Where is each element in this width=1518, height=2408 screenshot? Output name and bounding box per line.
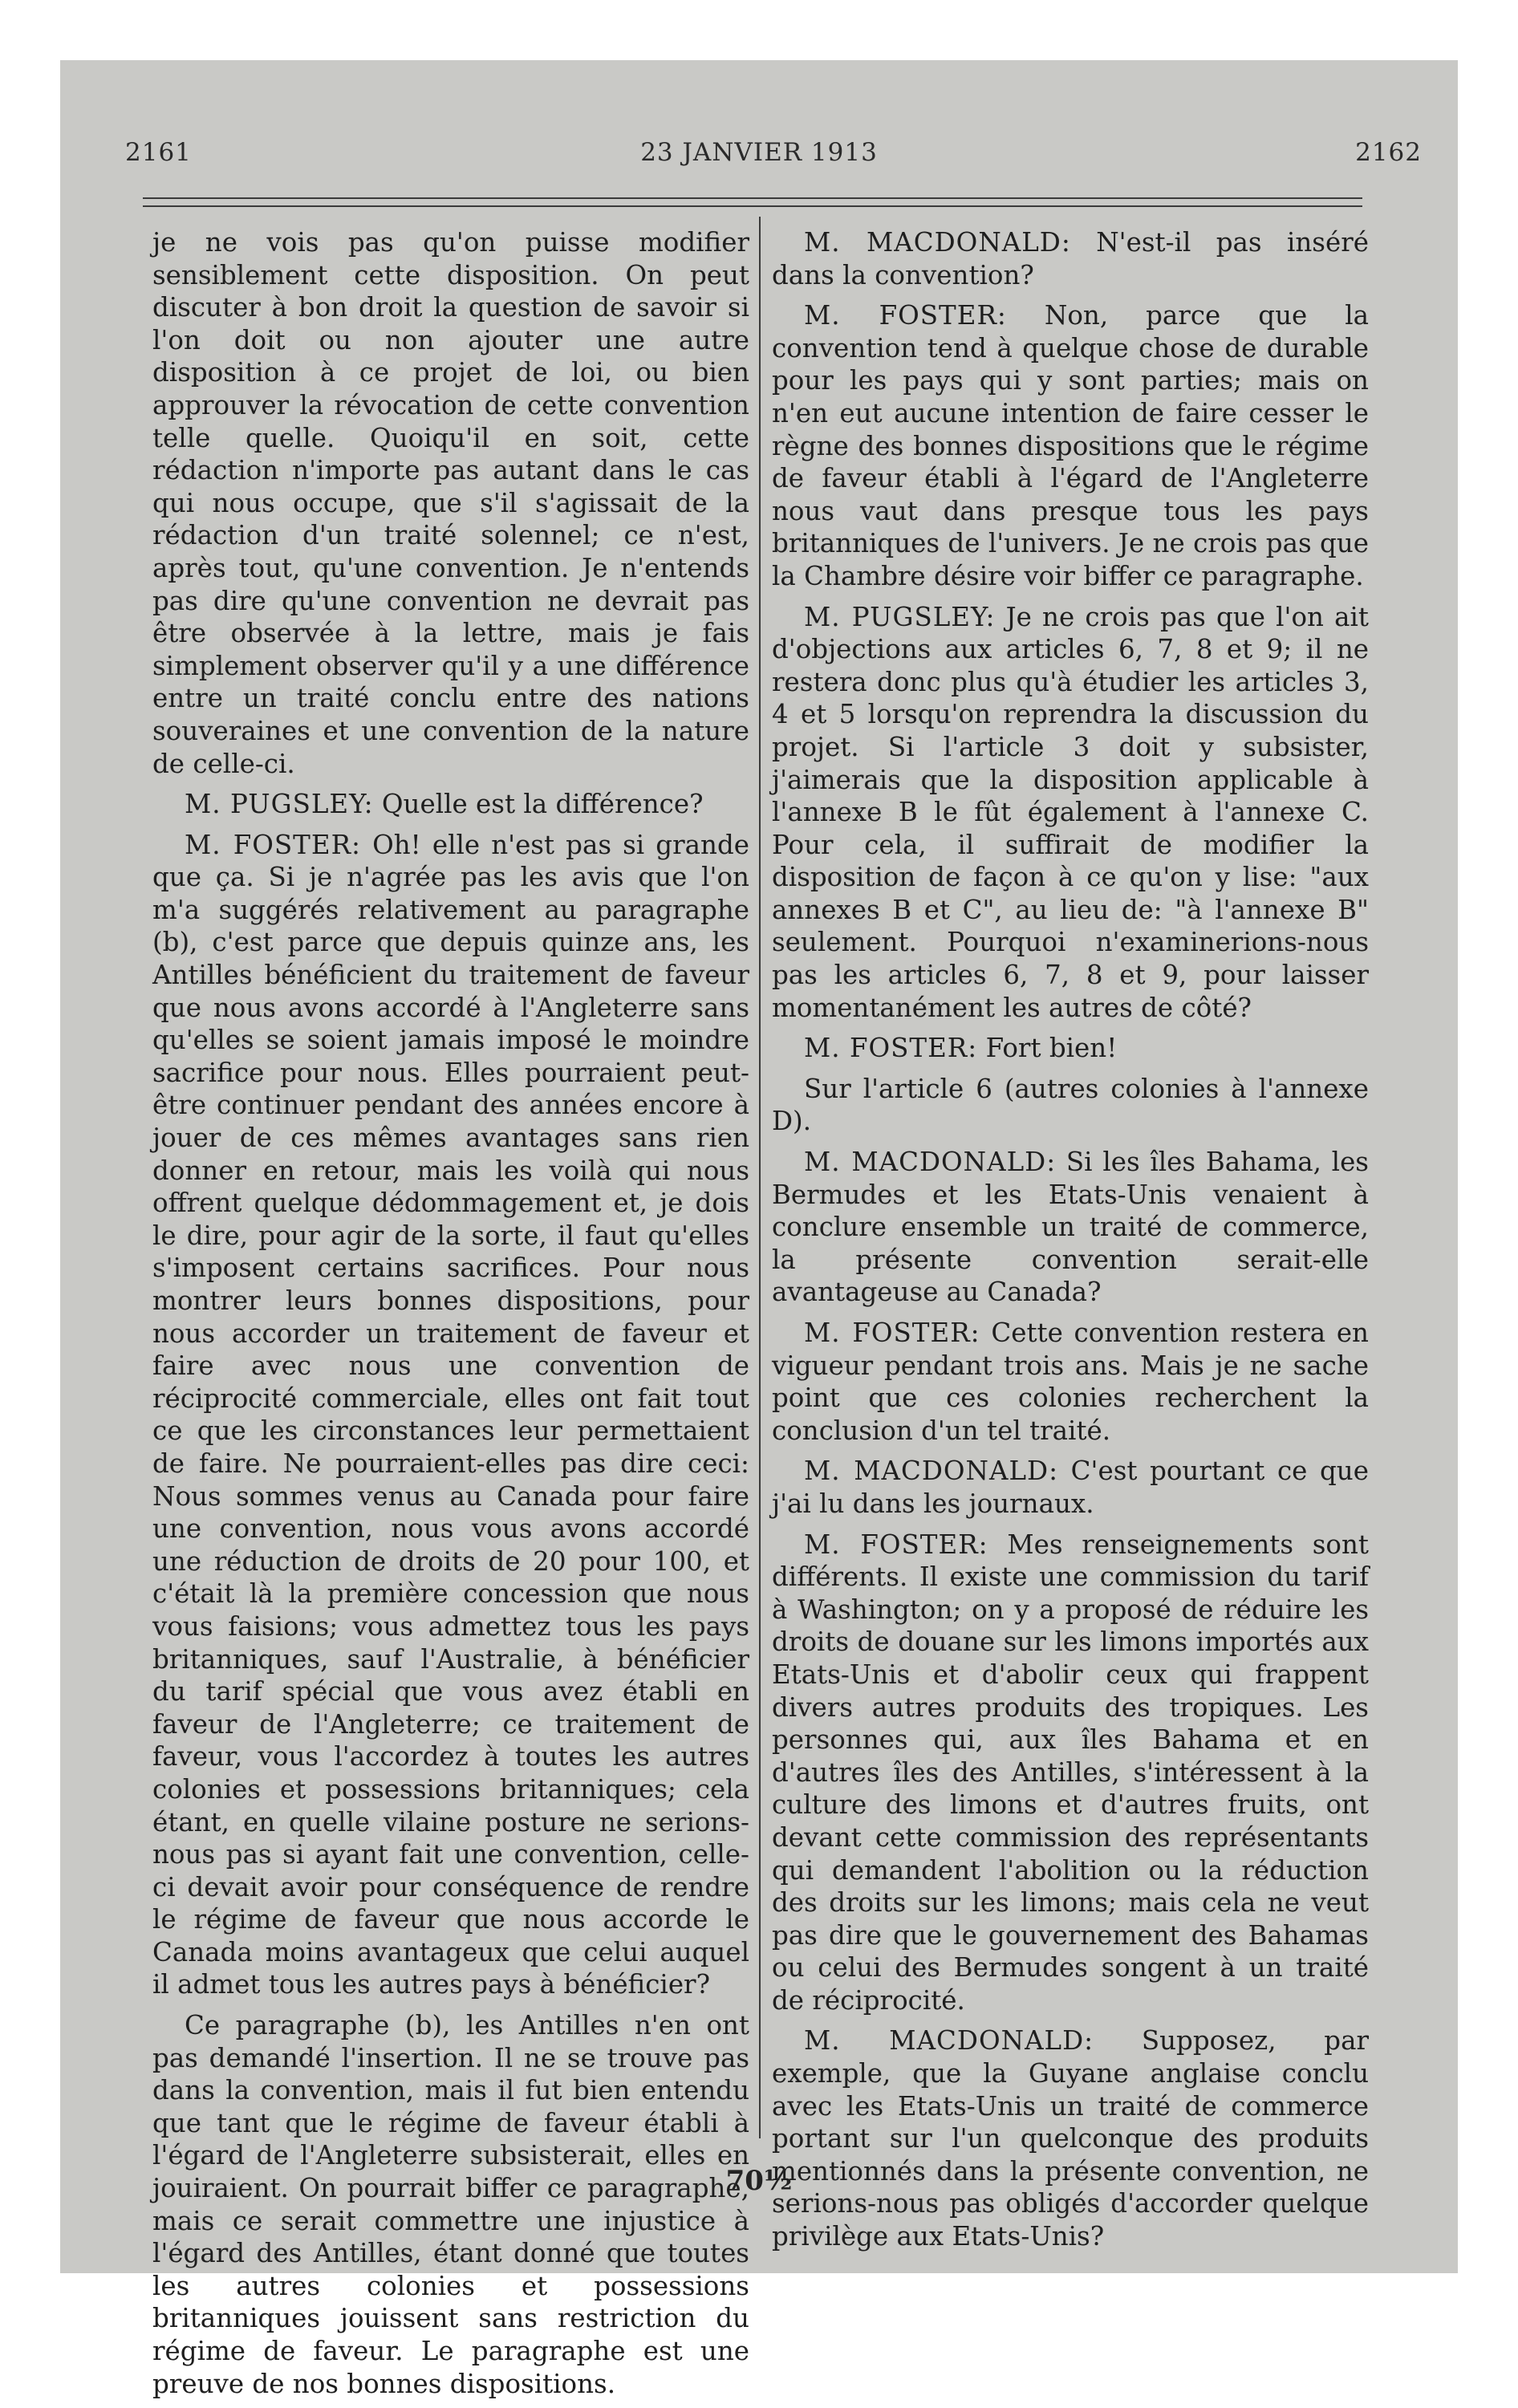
page-date: 23 JANVIER 1913 — [640, 138, 878, 167]
paragraph: Sur l'article 6 (autres colonies à l'annexe D). — [772, 1073, 1369, 1137]
speech-text: Je ne crois pas que l'on ait d'objections aux articles 6, 7, 8 et 9; il ne restera donc plus qu'à étudier les articles 3, 4 et 5 lorsqu'on reprendra la discussion du projet. Si l'article 3 doit y subsister, j'aimerais que la disposition applicable à l'annexe B le fût également à l'annexe C. Pour cela, il suffirait de modifier la disposition de façon à ce qu'on y lise: "aux annexes B et C", au lieu de: "à l'annexe B" seulement. Pourquoi n'examinerions-nous pas les articles 6, 7, 8 et 9, pour laisser momentanément les autres de côté? — [772, 601, 1369, 1023]
speech-text: Mes renseignements sont différents. Il existe une commission du tarif à Washington; on y a proposé de réduire les droits de douane sur les limons importés aux Etats-Unis et d'abolir ceux qui frappent divers autres produits des tropiques. Les personnes qui, aux îles Bahama et en d'autres îles des Antilles, s'intéressent à la culture des limons et d'autres fruits, ont devant cette commission des représentants qui demandent l'abolition ou la réduction des droits sur les limons; mais cela ne veut pas dire que le gouvernement des Bahamas ou celui des Bermudes songent à un traité de réciprocité. — [772, 1529, 1369, 2016]
signature-mark: 70½ — [725, 2165, 793, 2197]
speaker-name: M. PUGSLEY: — [804, 601, 996, 632]
speech-text: Fort bien! — [977, 1033, 1118, 1064]
paragraph — [772, 1032, 1369, 1065]
speech-text: Oh! elle n'est pas si grande que ça. Si je n'agrée pas les avis que l'on m'a suggérés relativement au paragraphe (b), c'est parce que depuis quinze ans, les Antilles bénéficient du traitement de faveur que nous avons accordé à l'Angleterre sans qu'elles se soient jamais imposé le moindre sacrifice pour nous. Elles pourraient peut-être continuer pendant des années encore à jouer de ces mêmes avantages sans rien donner en retour, mais les voilà qui nous offrent quelque dédommagement et, je dois le dire, pour agir de la sorte, il faut qu'elles s'imposent certains sacrifices. Pour nous montrer leurs bonnes dispositions, pour nous accorder un traitement de faveur et faire avec nous une convention de réciprocité commerciale, elles ont fait tout ce que les circonstances leur permettaient de faire. Ne pourraient-elles pas dire ceci: Nous sommes venus au Canada pour faire une convention, nous vous avons accordé une réduction de droits de 20 pour 100, et c'était là la première concession que nous vous faisions; vous admettez tous les pays britanniques, sauf l'Australie, à bénéficier du tarif spécial que vous avez établi en faveur de l'Angleterre; ce traitement de faveur, vous l'accordez à toutes les autres colonies et possessions britanniques; cela étant, en quelle vilaine posture ne serions-nous pas si ayant fait une convention, celle-ci devait avoir pour conséquence de rendre le régime de faveur que nous accorde le Canada moins avantageux que celui auquel il admet tous les autres pays à bénéficier? — [152, 829, 749, 2000]
paragraph — [772, 1529, 1369, 2017]
right-column — [772, 226, 1369, 2261]
paragraph — [772, 1146, 1369, 1309]
speaker-name: M. FOSTER: — [185, 829, 361, 860]
speaker-name: M. FOSTER: — [804, 300, 1007, 331]
speaker-name: M. MACDONALD: — [804, 1147, 1057, 1178]
speaker-name: M. FOSTER: — [804, 1318, 980, 1348]
speaker-name: M. MACDONALD: — [804, 2025, 1094, 2057]
speech-text: N'est-il pas inséré dans la convention? — [772, 227, 1369, 290]
speech-text: Supposez, par exemple, que la Guyane anglaise conclu avec les Etats-Unis un traité de commerce portant sur l'un quelconque des produits mentionnés dans la présente convention, ne serions-nous pas obligés d'accorder quelque privilège aux Etats-Unis? — [772, 2025, 1369, 2252]
speech-text: Quelle est la différence? — [373, 789, 704, 820]
paragraph — [772, 1455, 1369, 1520]
paragraph — [772, 1317, 1369, 1447]
paragraph — [772, 226, 1369, 291]
paragraph: je ne vois pas qu'on puisse modifier sensiblement cette disposition. On peut discuter à bon droit la question de savoir si l'on doit ou non ajouter une autre disposition à ce projet de loi, ou bien approuver la révocation de cette convention telle quelle. Quoiqu'il en soit, cette rédaction n'importe pas autant dans le cas qui nous occupe, que s'il s'agissait de la rédaction d'un traité solennel; ce n'est, après tout, qu'une convention. Je n'entends pas dire qu'une convention ne devrait pas être observée à la lettre, mais je fais simplement observer qu'il y a une différence entre un traité conclu entre des nations souveraines et une convention de la nature de celle-ci. — [152, 227, 749, 779]
header-rule-bottom — [143, 205, 1362, 207]
paragraph — [772, 601, 1369, 1025]
page-number-left: 2161 — [125, 138, 192, 167]
page-number-right: 2162 — [1355, 138, 1422, 167]
speaker-name: M. FOSTER: — [804, 1529, 988, 1560]
speech-text: Non, parce que la convention tend à quelque chose de durable pour les pays qui y sont parties; mais on n'en eut aucune intention de faire cesser le règne des bonnes dispositions que le régime de faveur établi à l'égard de l'Angleterre nous vaut dans presque tous les pays britanniques de l'univers. Je ne crois pas que la Chambre désire voir biffer ce paragraphe. — [772, 300, 1369, 591]
left-column — [152, 226, 749, 2408]
paragraph: Ce paragraphe (b), les Antilles n'en ont pas demandé l'insertion. Il ne se trouve pas dans la convention, mais il fut bien entendu que tant que le régime de faveur établi à l'égard de l'Angleterre subsisterait, elles en jouiraient. On pourrait biffer ce paragraphe, mais ce serait commettre une injustice à l'égard des Antilles, étant donné que toutes les autres colonies et possessions britanniques jouissent sans restriction du régime de faveur. Le paragraphe est une preuve de nos bonnes dispositions. — [152, 2010, 749, 2399]
paragraph — [772, 2024, 1369, 2252]
header-rule-top — [143, 197, 1362, 199]
speaker-name: M. MACDONALD: — [804, 227, 1071, 258]
speaker-name: M. FOSTER: — [804, 1033, 978, 1064]
column-divider — [759, 217, 761, 2138]
speaker-name: M. PUGSLEY: — [185, 789, 374, 820]
paragraph — [772, 299, 1369, 592]
paragraph — [152, 788, 749, 821]
speech-text: C'est pourtant ce que j'ai lu dans les journaux. — [772, 1456, 1369, 1519]
speaker-name: M. MACDONALD: — [804, 1456, 1059, 1487]
speech-text: Si les îles Bahama, les Bermudes et les Etats-Unis venaient à conclure ensemble un traité de commerce, la présente convention serait-elle avantageuse au Canada? — [772, 1147, 1369, 1308]
paragraph — [152, 829, 749, 2001]
speech-text: Cette convention restera en vigueur pendant trois ans. Mais je ne sache point que ces colonies recherchent la conclusion d'un tel traité. — [772, 1318, 1369, 1446]
